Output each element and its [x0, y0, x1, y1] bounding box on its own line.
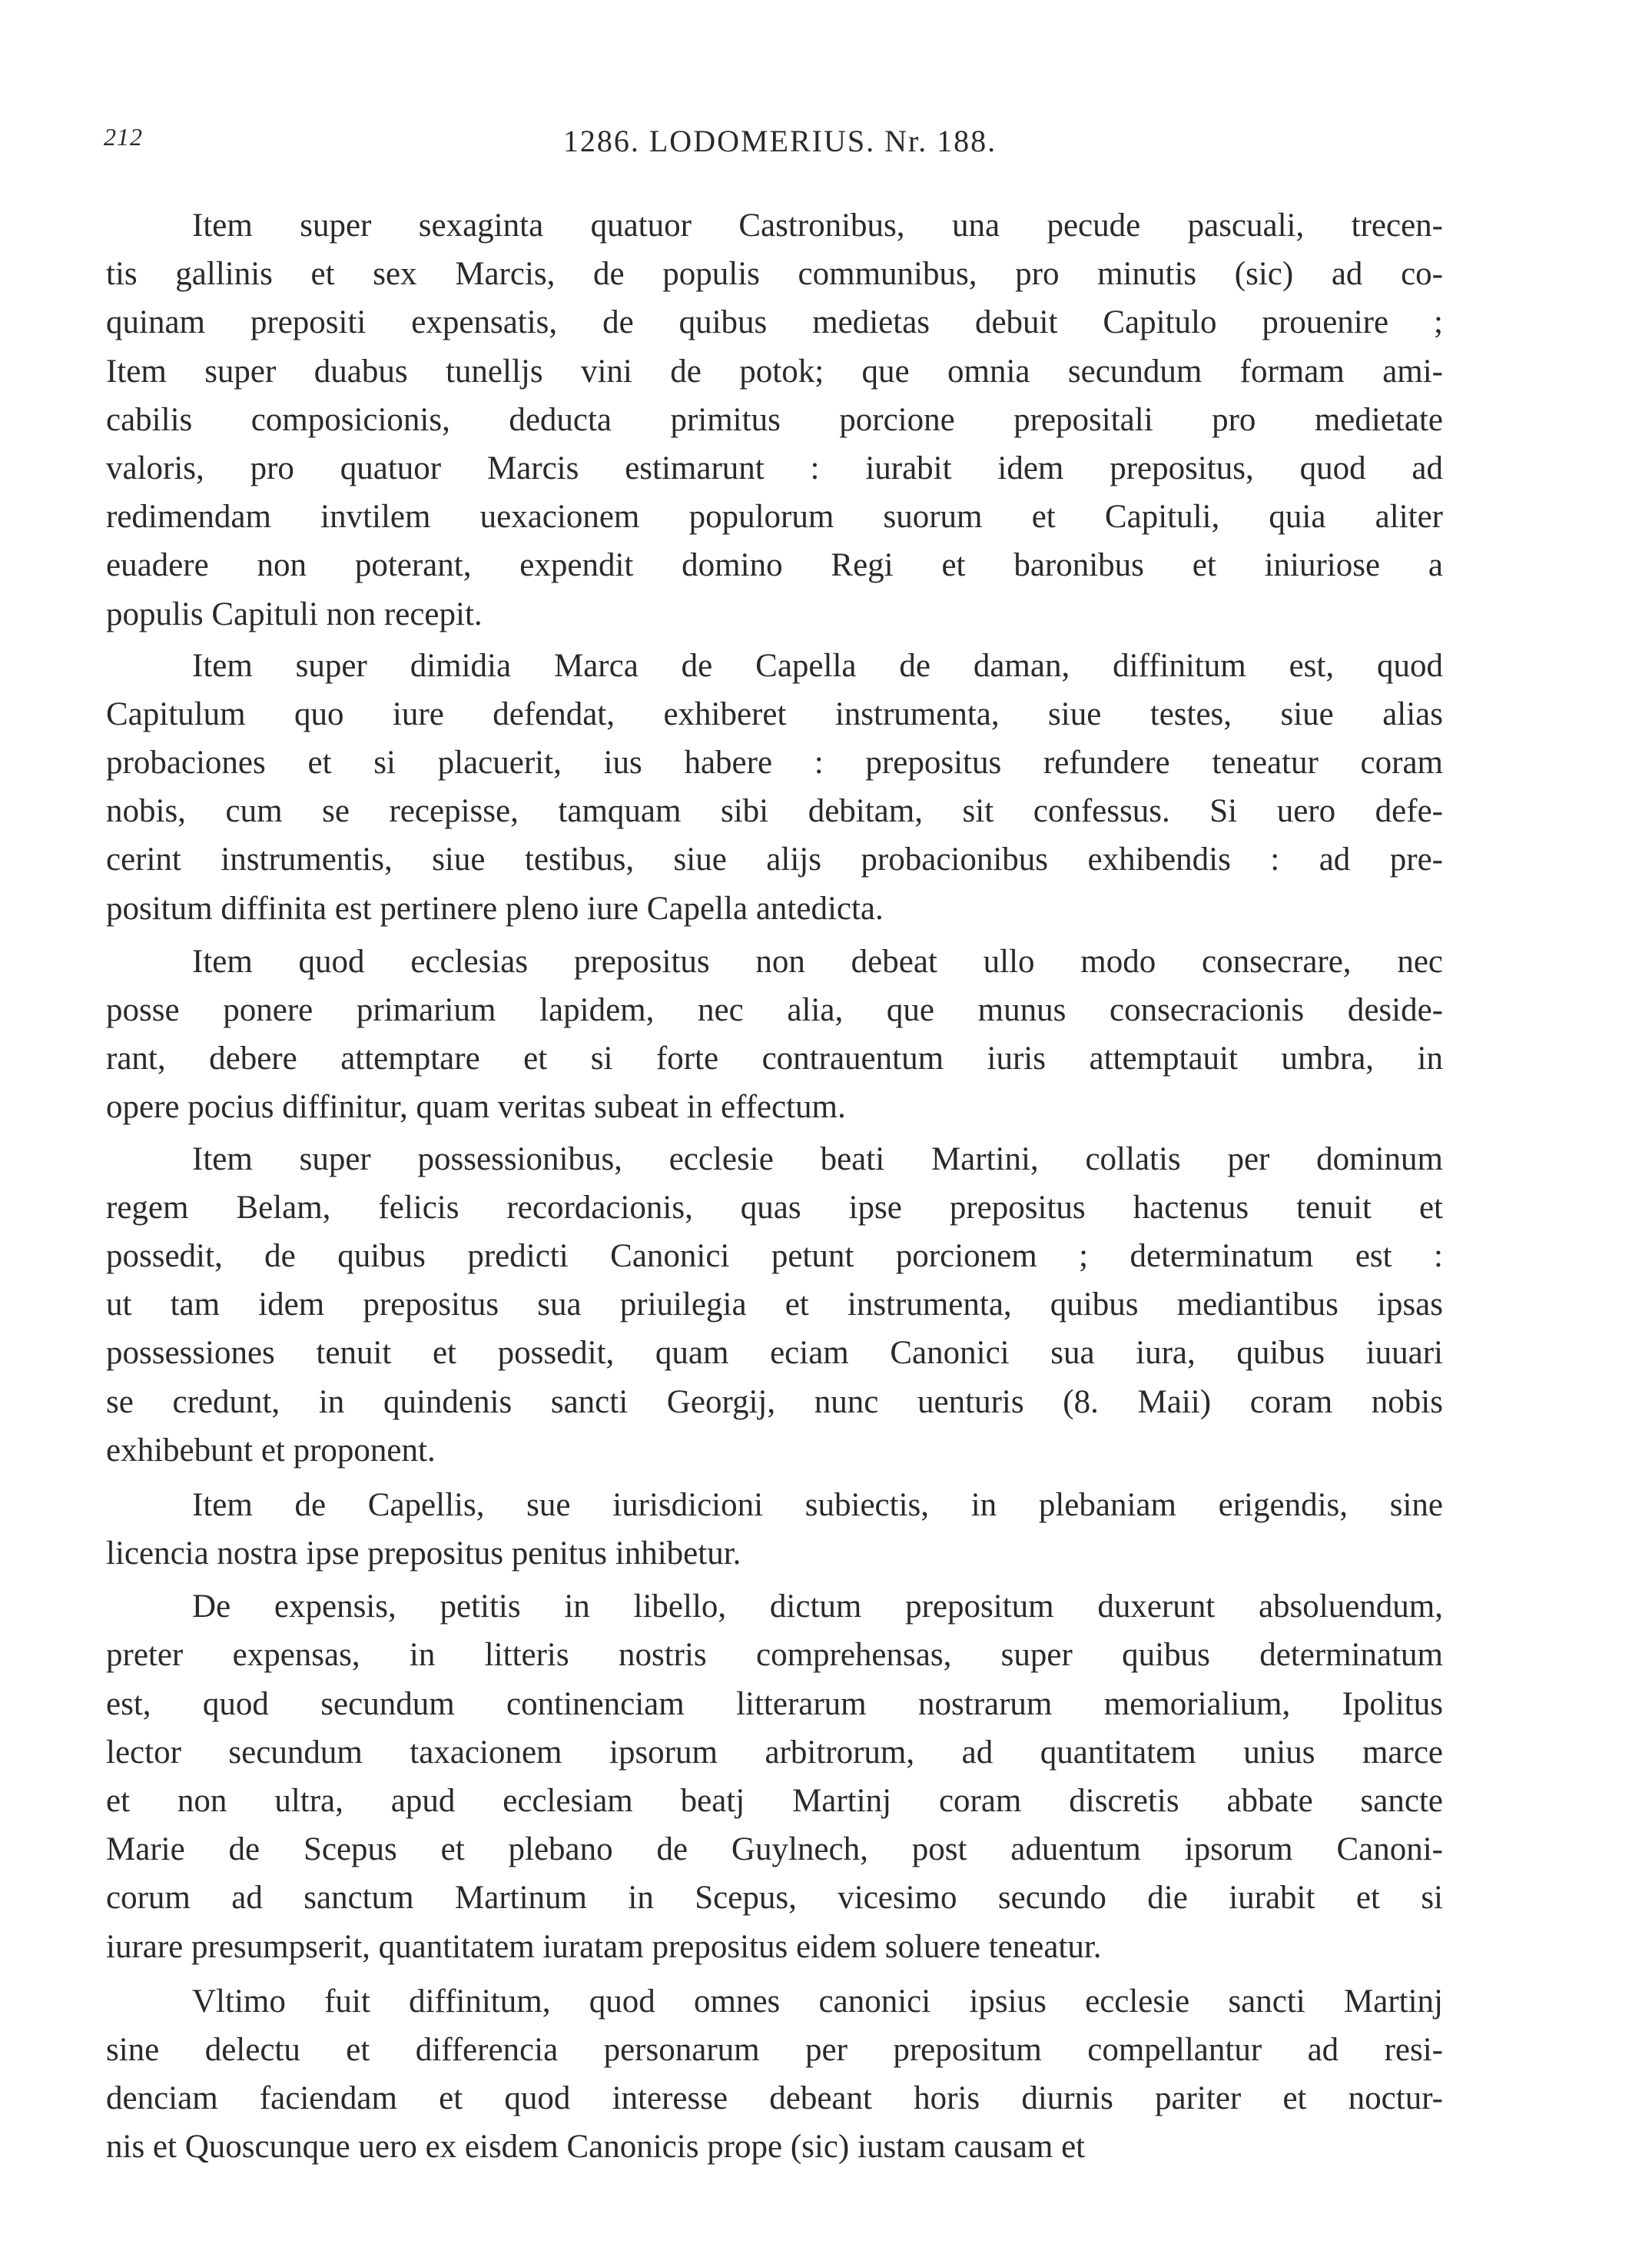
text-body	[106, 201, 1443, 2172]
text-line: Marie de Scepus et plebano de Guylnech, post aduentum ipsorum Canoni-	[106, 1831, 1443, 1868]
text-line: licencia nostra ipse prepositus penitus inhibetur.	[106, 1535, 741, 1572]
paragraph	[106, 1977, 1443, 2172]
text-line: iurare presumpserit, quantitatem iuratam prepositus eidem soluere teneatur.	[106, 1928, 1102, 1965]
text-line: positum diffinita est pertinere pleno iure Capella antedicta.	[106, 890, 884, 927]
text-line: Item super dimidia Marca de Capella de daman, diffinitum est, quod	[192, 647, 1443, 684]
text-line: ut tam idem prepositus sua priuilegia et instrumenta, quibus mediantibus ipsas	[106, 1286, 1443, 1323]
text-line: Vltimo fuit diffinitum, quod omnes canonici ipsius ecclesie sancti Martinj	[192, 1983, 1443, 2020]
text-line: regem Belam, felicis recordacionis, quas ipse prepositus hactenus tenuit et	[106, 1189, 1443, 1226]
running-title: 1286. LODOMERIUS. Nr. 188.	[562, 124, 997, 158]
paragraph	[106, 201, 1443, 639]
paragraph	[106, 642, 1443, 933]
paragraph	[106, 1135, 1443, 1475]
text-line: posse ponere primarium lapidem, nec alia, que munus consecracionis deside-	[106, 992, 1443, 1028]
text-line: nis et Quoscunque uero ex eisdem Canonicis prope (sic) iustam causam et	[106, 2129, 1086, 2166]
text-line: Item quod ecclesias prepositus non debeat ullo modo consecrare, nec	[192, 943, 1443, 980]
text-line: Item super possessionibus, ecclesie beati Martini, collatis per dominum	[192, 1140, 1443, 1177]
text-line: corum ad sanctum Martinum in Scepus, vicesimo secundo die iurabit et si	[106, 1880, 1443, 1917]
text-line: Capitulum quo iure defendat, exhiberet instrumenta, siue testes, siue alias	[106, 695, 1443, 732]
paragraph	[106, 1582, 1443, 1971]
text-line: exhibebunt et proponent.	[106, 1432, 436, 1469]
text-line: cerint instrumentis, siue testibus, siue alijs probacionibus exhibendis : ad pre-	[106, 841, 1443, 878]
text-line: valoris, pro quatuor Marcis estimarunt : iurabit idem prepositus, quod ad	[106, 450, 1443, 486]
text-line: rant, debere attemptare et si forte contrauentum iuris attemptauit umbra, in	[106, 1041, 1443, 1077]
text-line: tis gallinis et sex Marcis, de populis communibus, pro minutis (sic) ad co-	[106, 256, 1443, 293]
text-line: probaciones et si placuerit, ius habere : prepositus refundere teneatur coram	[106, 745, 1443, 782]
text-line: opere pocius diffinitur, quam veritas subeat in effectum.	[106, 1089, 846, 1126]
paragraph	[106, 1481, 1443, 1578]
text-line: possessiones tenuit et possedit, quam eciam Canonici sua iura, quibus iuuari	[106, 1335, 1443, 1372]
text-line: nobis, cum se recepisse, tamquam sibi debitam, sit confessus. Si uero defe-	[106, 793, 1443, 830]
text-line: De expensis, petitis in libello, dictum prepositum duxerunt absoluendum,	[192, 1588, 1443, 1625]
text-line: Item super sexaginta quatuor Castronibus, una pecude pascuali, trecen-	[192, 207, 1443, 244]
text-line: possedit, de quibus predicti Canonici petunt porcionem ; determinatum est :	[106, 1237, 1443, 1274]
text-line: se credunt, in quindenis sancti Georgij, nunc uenturis (8. Maii) coram nobis	[106, 1383, 1443, 1420]
text-line: sine delectu et differencia personarum per prepositum compellantur ad resi-	[106, 2031, 1443, 2068]
text-line: euadere non poterant, expendit domino Regi et baronibus et iniuriose a	[106, 547, 1443, 584]
page-number: 212	[104, 123, 143, 151]
text-line: populis Capituli non recepit.	[106, 596, 483, 632]
text-line: Item de Capellis, sue iurisdicioni subiectis, in plebaniam erigendis, sine	[192, 1486, 1443, 1523]
paragraph	[106, 938, 1443, 1132]
text-line: preter expensas, in litteris nostris comprehensas, super quibus determinatum	[106, 1637, 1443, 1674]
running-head	[104, 123, 1456, 169]
text-line: cabilis composicionis, deducta primitus porcione prepositali pro medietate	[106, 401, 1443, 438]
text-line: Item super duabus tunelljs vini de potok; que omnia secundum formam ami-	[106, 353, 1443, 390]
text-line: et non ultra, apud ecclesiam beatj Martinj coram discretis abbate sancte	[106, 1783, 1443, 1819]
text-line: est, quod secundum continenciam litterarum nostrarum memorialium, Ipolitus	[106, 1685, 1443, 1722]
text-line: denciam faciendam et quod interesse debeant horis diurnis pariter et noctur-	[106, 2080, 1443, 2117]
text-line: quinam prepositi expensatis, de quibus medietas debuit Capitulo prouenire ;	[106, 304, 1443, 341]
text-line: lector secundum taxacionem ipsorum arbitrorum, ad quantitatem unius marce	[106, 1734, 1443, 1771]
text-line: redimendam invtilem uexacionem populorum suorum et Capituli, quia aliter	[106, 499, 1443, 536]
